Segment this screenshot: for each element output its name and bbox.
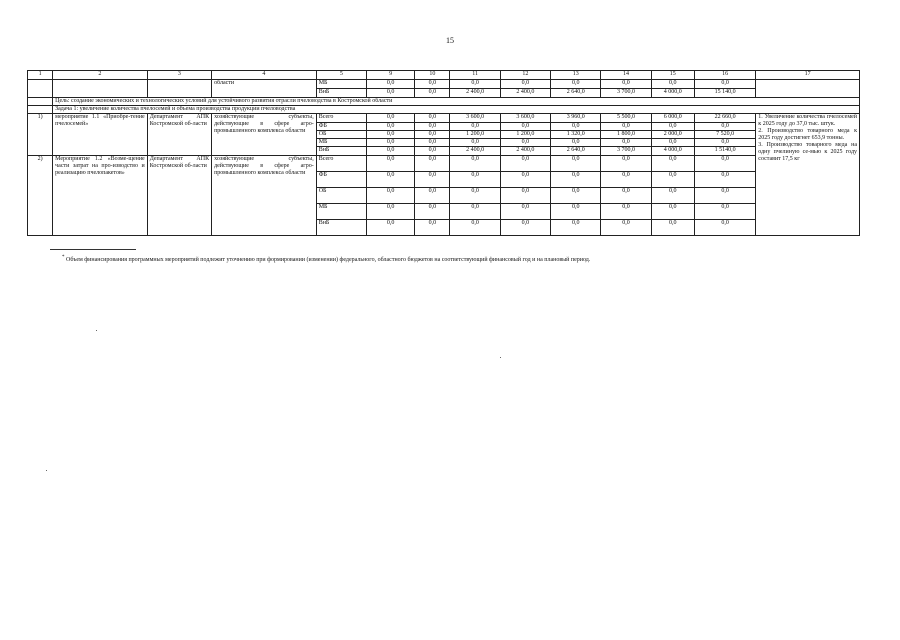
amount-cell: 7 520,0 <box>694 131 755 139</box>
responsible-department: Департамент АПК Костромской об-ласти <box>147 114 211 156</box>
amount-cell: 0,0 <box>450 80 500 89</box>
amount-cell: 0,0 <box>367 172 415 188</box>
amount-cell: 0,0 <box>651 188 694 204</box>
amount-cell: 0,0 <box>500 156 550 172</box>
recipients: хозяйствующие субъекты, действующие в сфере агро-промышленного комплекса области <box>212 114 317 156</box>
column-number: 4 <box>212 71 317 80</box>
amount-cell: 0,0 <box>415 114 450 123</box>
amount-cell: 2 000,0 <box>651 131 694 139</box>
empty-cell <box>28 80 53 98</box>
amount-cell: 0,0 <box>551 80 601 89</box>
amount-cell: 0,0 <box>367 188 415 204</box>
amount-cell: 0,0 <box>367 220 415 236</box>
goal-row <box>28 98 860 106</box>
amount-cell: 0,0 <box>415 123 450 131</box>
scan-speck <box>96 330 97 331</box>
amount-cell: 0,0 <box>367 139 415 147</box>
amount-cell: 0,0 <box>551 156 601 172</box>
amount-cell: 2 400,0 <box>450 147 500 156</box>
row-number: 2) <box>28 156 53 236</box>
page-number: 15 <box>446 36 454 45</box>
empty-cell <box>756 80 860 98</box>
amount-cell: 0,0 <box>450 204 500 220</box>
fund-source: ВнБ <box>316 147 366 156</box>
fund-source: ВнБ <box>316 220 366 236</box>
amount-cell: 0,0 <box>415 188 450 204</box>
scan-speck <box>500 357 501 358</box>
amount-cell: 0,0 <box>367 80 415 89</box>
footnote-divider <box>50 249 136 250</box>
amount-cell: 0,0 <box>601 80 651 89</box>
table-row <box>28 114 860 123</box>
empty-cell <box>53 80 148 98</box>
amount-cell: 0,0 <box>367 131 415 139</box>
amount-cell: 0,0 <box>551 139 601 147</box>
header-row <box>28 71 860 80</box>
amount-cell: 0,0 <box>601 188 651 204</box>
recipients: хозяйствующие субъекты, действующие в сфере агро-промышленного комплекса области <box>212 156 317 236</box>
fund-source: МБ <box>316 204 366 220</box>
footnote-text: Объем финансирования программных мероприятий подлежит уточнению при формировании (изменении) федерального, областного бюджетов на соответствующий финансовый год и на плановый период. <box>66 257 591 263</box>
result-item: 2. Производство товарного меда к 2025 году достигнет 653,9 тонны. <box>758 128 857 141</box>
amount-cell: 0,0 <box>500 172 550 188</box>
responsible-department: Департамент АПК Костромской об-ласти <box>147 156 211 236</box>
amount-cell: 0,0 <box>450 156 500 172</box>
column-number: 16 <box>694 71 755 80</box>
amount-cell: 3 600,0 <box>450 114 500 123</box>
fund-source: Всего <box>316 114 366 123</box>
empty-cell <box>28 98 53 106</box>
amount-cell: 2 400,0 <box>500 89 550 98</box>
amount-cell: 0,0 <box>500 80 550 89</box>
budget-table <box>27 70 860 236</box>
amount-cell: 0,0 <box>601 204 651 220</box>
amount-cell: 1 320,0 <box>551 131 601 139</box>
footnote <box>62 254 590 264</box>
amount-cell: 0,0 <box>601 139 651 147</box>
amount-cell: 0,0 <box>651 156 694 172</box>
amount-cell: 0,0 <box>415 139 450 147</box>
amount-cell: 0,0 <box>551 220 601 236</box>
amount-cell: 0,0 <box>450 172 500 188</box>
column-number: 9 <box>367 71 415 80</box>
amount-cell: 3 600,0 <box>500 114 550 123</box>
amount-cell: 15 140,0 <box>694 89 755 98</box>
fund-source: ОБ <box>316 131 366 139</box>
amount-cell: 3 700,0 <box>601 89 651 98</box>
amount-cell: 0,0 <box>415 220 450 236</box>
fund-source: МБ <box>316 80 366 89</box>
amount-cell: 0,0 <box>367 89 415 98</box>
amount-cell: 1 5140,0 <box>694 147 755 156</box>
row-number: 1) <box>28 114 53 156</box>
amount-cell: 0,0 <box>367 204 415 220</box>
amount-cell: 0,0 <box>651 220 694 236</box>
amount-cell: 2 400,0 <box>500 147 550 156</box>
amount-cell: 0,0 <box>601 123 651 131</box>
fund-source: Всего <box>316 156 366 172</box>
amount-cell: 2 400,0 <box>450 89 500 98</box>
amount-cell: 0,0 <box>450 220 500 236</box>
empty-cell <box>147 80 211 98</box>
amount-cell: 0,0 <box>450 139 500 147</box>
fund-source: ФБ <box>316 123 366 131</box>
result-item: 3. Производство товарного меда на одну пчелиную се-мью к 2025 году составит 17,5 кг <box>758 142 857 162</box>
amount-cell: 6 000,0 <box>651 114 694 123</box>
amount-cell: 0,0 <box>415 156 450 172</box>
fund-source: МБ <box>316 139 366 147</box>
amount-cell: 3 960,0 <box>551 114 601 123</box>
task-row <box>28 106 860 114</box>
amount-cell: 3 700,0 <box>601 147 651 156</box>
amount-cell: 0,0 <box>367 156 415 172</box>
amount-cell: 0,0 <box>415 147 450 156</box>
amount-cell: 0,0 <box>694 139 755 147</box>
amount-cell: 0,0 <box>551 123 601 131</box>
amount-cell: 0,0 <box>415 204 450 220</box>
amount-cell: 0,0 <box>551 204 601 220</box>
amount-cell: 0,0 <box>651 204 694 220</box>
result-item: 1. Увеличение количества пчелосемей к 2025 году до 37,0 тыс. штук. <box>758 114 857 127</box>
column-number: 10 <box>415 71 450 80</box>
amount-cell: 22 660,0 <box>694 114 755 123</box>
amount-cell: 0,0 <box>500 139 550 147</box>
column-number: 15 <box>651 71 694 80</box>
amount-cell: 0,0 <box>651 172 694 188</box>
amount-cell: 0,0 <box>694 204 755 220</box>
amount-cell: 5 500,0 <box>601 114 651 123</box>
amount-cell: 0,0 <box>367 123 415 131</box>
amount-cell: 1 800,0 <box>601 131 651 139</box>
column-number: 17 <box>756 71 860 80</box>
measure-name: мероприятие 1.1 «Приобре-тение пчелосемей» <box>53 114 148 156</box>
empty-cell <box>28 106 53 114</box>
amount-cell: 0,0 <box>500 188 550 204</box>
amount-cell: 0,0 <box>500 220 550 236</box>
amount-cell: 0,0 <box>601 220 651 236</box>
amount-cell: 0,0 <box>450 123 500 131</box>
fund-source: ОБ <box>316 188 366 204</box>
amount-cell: 0,0 <box>651 80 694 89</box>
amount-cell: 0,0 <box>694 156 755 172</box>
amount-cell: 0,0 <box>694 123 755 131</box>
amount-cell: 0,0 <box>651 123 694 131</box>
amount-cell: 1 200,0 <box>500 131 550 139</box>
footnote-mark: * <box>62 255 65 260</box>
amount-cell: 0,0 <box>367 147 415 156</box>
amount-cell: 4 000,0 <box>651 147 694 156</box>
amount-cell: 0,0 <box>551 188 601 204</box>
amount-cell: 4 000,0 <box>651 89 694 98</box>
measure-name: Мероприятие 1.2 «Возме-щение части затрат на про-изводство и реализацию пчелопакетов» <box>53 156 148 236</box>
amount-cell: 0,0 <box>500 204 550 220</box>
amount-cell: 0,0 <box>694 220 755 236</box>
table-row <box>28 80 860 89</box>
column-number: 12 <box>500 71 550 80</box>
amount-cell: 0,0 <box>601 172 651 188</box>
amount-cell: 0,0 <box>415 172 450 188</box>
column-number: 1 <box>28 71 53 80</box>
amount-cell: 0,0 <box>450 188 500 204</box>
column-number: 11 <box>450 71 500 80</box>
amount-cell: 0,0 <box>415 80 450 89</box>
amount-cell: 0,0 <box>694 80 755 89</box>
task-text: Задача 1: увеличение количества пчелосемей и объема производства продукции пчеловодства <box>53 106 860 114</box>
fund-source: ФБ <box>316 172 366 188</box>
table-row <box>28 156 860 172</box>
amount-cell: 0,0 <box>415 89 450 98</box>
amount-cell: 1 200,0 <box>450 131 500 139</box>
expected-results <box>756 114 860 236</box>
amount-cell: 0,0 <box>551 172 601 188</box>
column-number: 5 <box>316 71 366 80</box>
amount-cell: 2 640,0 <box>551 147 601 156</box>
amount-cell: 0,0 <box>651 139 694 147</box>
region-cell: области <box>212 80 317 98</box>
column-number: 3 <box>147 71 211 80</box>
column-number: 14 <box>601 71 651 80</box>
amount-cell: 0,0 <box>367 114 415 123</box>
amount-cell: 0,0 <box>500 123 550 131</box>
amount-cell: 2 640,0 <box>551 89 601 98</box>
amount-cell: 0,0 <box>415 131 450 139</box>
scan-speck <box>46 470 47 471</box>
column-number: 13 <box>551 71 601 80</box>
column-number: 2 <box>53 71 148 80</box>
amount-cell: 0,0 <box>694 172 755 188</box>
amount-cell: 0,0 <box>694 188 755 204</box>
fund-source: ВнБ <box>316 89 366 98</box>
goal-text: Цель: создание экономических и технологических условий для устойчивого развития отрасли пчеловодства в Костромской области <box>53 98 860 106</box>
amount-cell: 0,0 <box>601 156 651 172</box>
